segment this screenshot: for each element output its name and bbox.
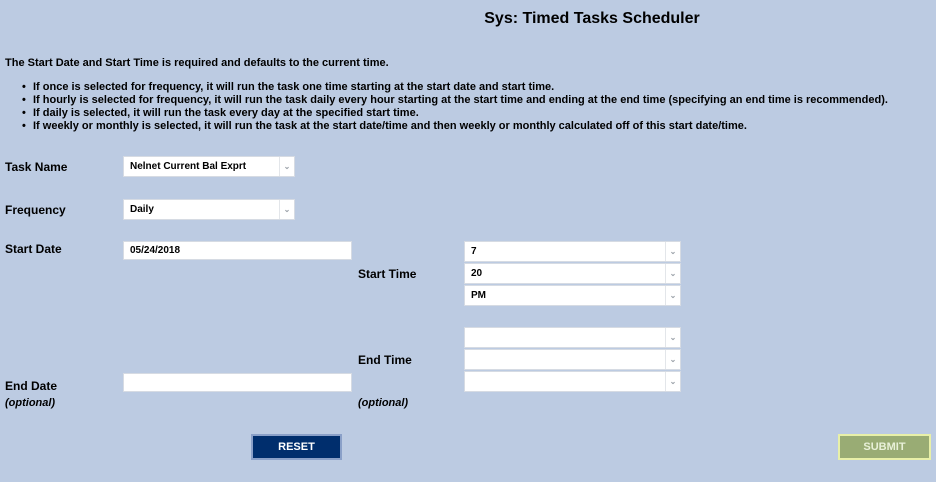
start-date-input[interactable]: 05/24/2018 bbox=[123, 241, 352, 260]
chevron-down-icon: ⌄ bbox=[665, 286, 680, 305]
page-title: Sys: Timed Tasks Scheduler bbox=[484, 10, 700, 27]
task-name-value: Nelnet Current Bal Exprt bbox=[130, 161, 247, 172]
instruction-weekly-monthly: • If weekly or monthly is selected, it will run the task at the start date/time and then weekly or monthly calculated off of this start date/time. bbox=[22, 120, 888, 133]
chevron-down-icon: ⌄ bbox=[665, 350, 680, 369]
start-minute-select[interactable] bbox=[464, 263, 681, 284]
submit-button[interactable]: SUBMIT bbox=[838, 434, 931, 460]
chevron-down-icon: ⌄ bbox=[665, 328, 680, 347]
end-time-optional-note: (optional) bbox=[358, 397, 409, 409]
chevron-down-icon: ⌄ bbox=[665, 264, 680, 283]
instructions-intro: The Start Date and Start Time is required and defaults to the current time. bbox=[5, 57, 389, 69]
end-date-input[interactable] bbox=[123, 373, 352, 392]
task-name-label: Task Name bbox=[5, 160, 68, 174]
chevron-down-icon: ⌄ bbox=[665, 372, 680, 391]
reset-button[interactable]: RESET bbox=[251, 434, 342, 460]
instructions-list bbox=[22, 81, 888, 133]
frequency-value: Daily bbox=[130, 204, 154, 215]
start-time-label: Start Time bbox=[358, 267, 417, 281]
chevron-down-icon: ⌄ bbox=[279, 157, 294, 176]
end-time-label: End Time bbox=[358, 353, 412, 367]
end-hour-select[interactable] bbox=[464, 327, 681, 348]
end-minute-select[interactable] bbox=[464, 349, 681, 370]
start-ampm-value: PM bbox=[471, 290, 486, 301]
chevron-down-icon: ⌄ bbox=[279, 200, 294, 219]
start-date-label: Start Date bbox=[5, 242, 62, 256]
chevron-down-icon: ⌄ bbox=[665, 242, 680, 261]
frequency-select[interactable] bbox=[123, 199, 295, 220]
instruction-hourly: • If hourly is selected for frequency, it will run the task daily every hour starting at the start time and ending at the end time (specifying an end time is recommended). bbox=[22, 94, 888, 107]
start-minute-value: 20 bbox=[471, 268, 483, 279]
start-ampm-select[interactable] bbox=[464, 285, 681, 306]
frequency-label: Frequency bbox=[5, 203, 66, 217]
start-hour-value: 7 bbox=[471, 246, 477, 257]
end-date-label: End Date bbox=[5, 379, 58, 393]
start-hour-select[interactable] bbox=[464, 241, 681, 262]
task-name-select[interactable] bbox=[123, 156, 295, 177]
end-date-optional-note: (optional) bbox=[5, 397, 56, 409]
instruction-once: • If once is selected for frequency, it will run the task one time starting at the start date and start time. bbox=[22, 81, 888, 94]
instruction-daily: • If daily is selected, it will run the task every day at the specified start time. bbox=[22, 107, 888, 120]
end-ampm-select[interactable] bbox=[464, 371, 681, 392]
